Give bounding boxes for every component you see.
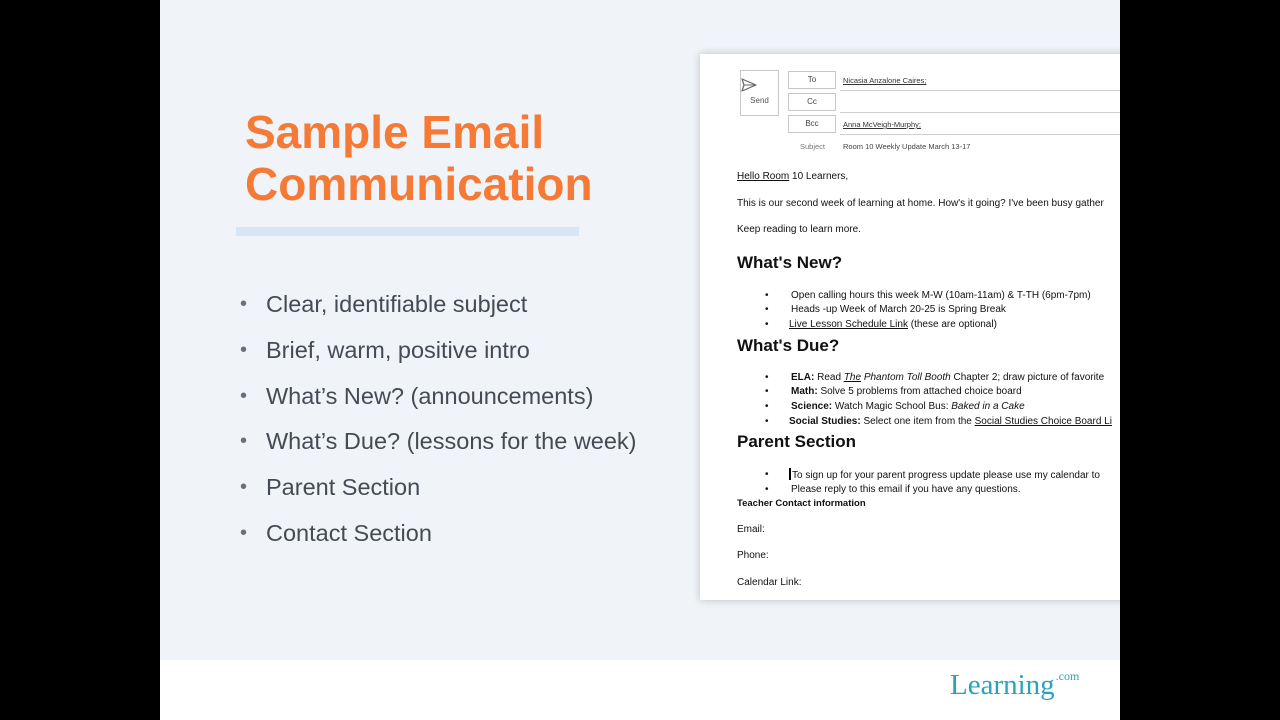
intro-text: This is our second week of learning at home. How's it going? I've been busy gather (737, 198, 1104, 209)
ela-label: ELA: (791, 372, 815, 383)
new-item-2: Heads -up Week of March 20-25 is Spring Break (791, 304, 1006, 315)
bullet-dot-icon: • (240, 430, 248, 453)
bullet-icon: • (765, 416, 769, 427)
bullet-dot-icon: • (240, 521, 248, 544)
social-studies-link[interactable]: Social Studies Choice Board Li (974, 416, 1112, 427)
logo-text: Learning (950, 669, 1055, 701)
parent-item-1 (789, 468, 1100, 481)
social-studies-text: Select one item from the (860, 416, 975, 427)
slide-title-line2: Communication (245, 158, 593, 210)
bcc-divider (840, 134, 1120, 135)
ela-the: The (843, 372, 862, 383)
bullet-list (240, 282, 637, 556)
send-icon (741, 77, 757, 93)
ela-text-a: Read (814, 372, 844, 383)
bullet-icon: • (765, 290, 769, 301)
bullet-dot-icon: • (240, 293, 248, 316)
keep-reading-text: Keep reading to learn more. (737, 224, 861, 235)
parent-section-heading: Parent Section (737, 432, 857, 451)
subject-field[interactable]: Room 10 Weekly Update March 13-17 (843, 142, 971, 151)
ela-book: Phantom Toll Booth (861, 372, 951, 383)
greeting (737, 171, 848, 182)
bullet-item (240, 282, 637, 328)
phone-label: Phone: (737, 550, 769, 561)
send-label: Send (750, 96, 769, 105)
new-item-1: Open calling hours this week M-W (10am-11am) & T-TH (6pm-7pm) (791, 290, 1091, 301)
to-divider (840, 90, 1120, 91)
bullet-dot-icon: • (240, 339, 248, 362)
due-item-ela (791, 372, 1104, 383)
due-item-math (791, 386, 1022, 397)
bullet-icon: • (765, 386, 769, 397)
due-item-social-studies (789, 416, 1112, 427)
bullet-text: Parent Section (266, 474, 421, 501)
slide-title (245, 106, 593, 210)
due-item-science (791, 401, 1025, 412)
math-text: Solve 5 problems from attached choice board (817, 386, 1022, 397)
science-label: Science: (791, 401, 833, 412)
bcc-button[interactable]: Bcc (788, 115, 836, 133)
parent-item-1-text: To sign up for your parent progress update please use my calendar to (792, 470, 1100, 481)
email-label: Email: (737, 524, 765, 535)
bullet-icon: • (765, 484, 769, 495)
to-button[interactable]: To (788, 71, 836, 89)
bullet-dot-icon: • (240, 476, 248, 499)
bullet-item (240, 510, 637, 556)
bullet-icon: • (765, 304, 769, 315)
new-item-3-rest: (these are optional) (907, 319, 997, 330)
bcc-field[interactable]: Anna McVeigh-Murphy; (843, 120, 921, 129)
bullet-icon: • (765, 469, 769, 480)
social-studies-label: Social Studies: (789, 416, 861, 427)
greeting-rest: 10 Learners, (789, 171, 849, 182)
bullet-icon: • (765, 401, 769, 412)
bullet-icon: • (765, 372, 769, 383)
science-text: Watch Magic School Bus: (832, 401, 952, 412)
whats-due-heading: What's Due? (737, 336, 840, 355)
subject-label: Subject (800, 142, 826, 151)
slide-title-line1: Sample Email (245, 106, 545, 158)
new-item-3 (789, 319, 997, 330)
bullet-item (240, 465, 637, 511)
slide (160, 0, 1120, 720)
bullet-icon: • (765, 319, 769, 330)
contact-heading: Teacher Contact information (737, 498, 866, 509)
send-button[interactable] (740, 70, 779, 116)
logo-sup: .com (1055, 669, 1080, 683)
bullet-text: What’s New? (announcements) (266, 382, 594, 409)
bullet-text: Clear, identifiable subject (266, 291, 528, 318)
whats-new-heading: What's New? (737, 253, 843, 272)
math-label: Math: (791, 386, 818, 397)
bullet-dot-icon: • (240, 384, 248, 407)
bullet-text: Contact Section (266, 519, 432, 546)
bullet-item (240, 373, 637, 419)
to-field[interactable]: Nicasia Anzalone Caires; (843, 76, 927, 85)
ela-text-b: Chapter 2; draw picture of favorite (950, 372, 1105, 383)
text-cursor (789, 468, 791, 480)
greeting-link[interactable]: Hello Room (737, 171, 790, 182)
bullet-text: Brief, warm, positive intro (266, 337, 530, 364)
learning-com-logo (950, 669, 1079, 702)
science-title: Baked in a Cake (951, 401, 1025, 412)
cc-divider (840, 112, 1120, 113)
bullet-item (240, 328, 637, 374)
title-underline-bar (236, 227, 579, 236)
bullet-text: What’s Due? (lessons for the week) (266, 428, 637, 455)
live-lesson-link[interactable]: Live Lesson Schedule Link (789, 319, 908, 330)
email-screenshot (700, 54, 1120, 600)
cc-button[interactable]: Cc (788, 93, 836, 111)
calendar-link-label: Calendar Link: (737, 577, 802, 588)
parent-item-2: Please reply to this email if you have any questions. (791, 484, 1021, 495)
bullet-item (240, 419, 637, 465)
